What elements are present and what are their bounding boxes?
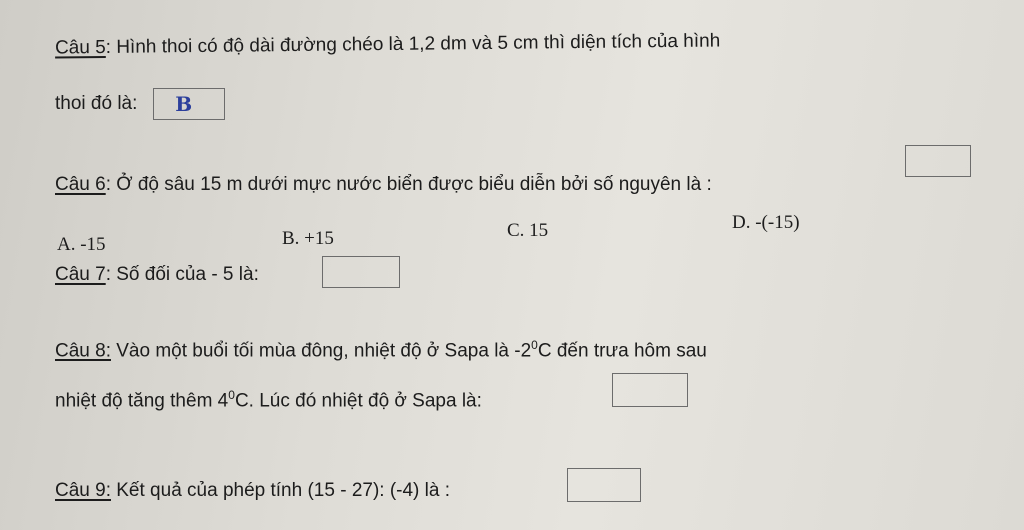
answer-box-5[interactable]: [153, 88, 225, 120]
question-5-line-1: [55, 31, 720, 60]
question-8-degree-1: 0: [531, 338, 538, 352]
question-7-text: : Số đối của - 5 là:: [105, 264, 259, 285]
option-c[interactable]: C. 15: [507, 220, 549, 241]
question-8-label: Câu 8:: [55, 340, 111, 362]
question-8-line-1: [55, 338, 707, 362]
question-8-line-2: [55, 388, 482, 412]
question-9-label: Câu 9:: [55, 480, 111, 501]
answer-box-7[interactable]: [322, 256, 400, 288]
question-8-text-b: C đến trưa hôm sau: [537, 340, 707, 362]
option-a[interactable]: A. -15: [57, 234, 106, 255]
question-8-text-2b: C. Lúc đó nhiệt độ ở Sapa là:: [234, 390, 482, 412]
question-8-text-a: Vào một buổi tối mùa đông, nhiệt độ ở Sapa là -2: [110, 340, 532, 362]
question-6-line: [55, 174, 712, 196]
question-7-line: [55, 264, 259, 286]
answer-box-9[interactable]: [567, 468, 641, 502]
question-9-line: [55, 480, 450, 502]
question-6-label: Câu 6: [55, 174, 106, 195]
option-b[interactable]: B. +15: [282, 228, 334, 249]
answer-box-8[interactable]: [612, 373, 688, 407]
question-5-text-2: thoi đó là:: [55, 93, 138, 115]
option-d[interactable]: D. -(-15): [732, 212, 800, 233]
question-5-label: Câu 5: [54, 36, 106, 59]
question-9-text: Kết quả của phép tính (15 - 27): (-4) là :: [110, 480, 451, 501]
question-7-label: Câu 7: [55, 264, 106, 285]
question-8-text-2a: nhiệt độ tăng thêm 4: [55, 390, 229, 412]
question-6-text: : Ở độ sâu 15 m dưới mực nước biển được biểu diễn bởi số nguyên là :: [105, 174, 712, 195]
question-5-line-2: [55, 88, 225, 120]
answer-box-6[interactable]: [905, 145, 971, 177]
question-8-degree-2: 0: [228, 388, 235, 402]
question-5-text: : Hình thoi có độ dài đường chéo là 1,2 dm và 5 cm thì diện tích của hình: [105, 30, 721, 58]
handwritten-answer: B: [175, 92, 193, 116]
